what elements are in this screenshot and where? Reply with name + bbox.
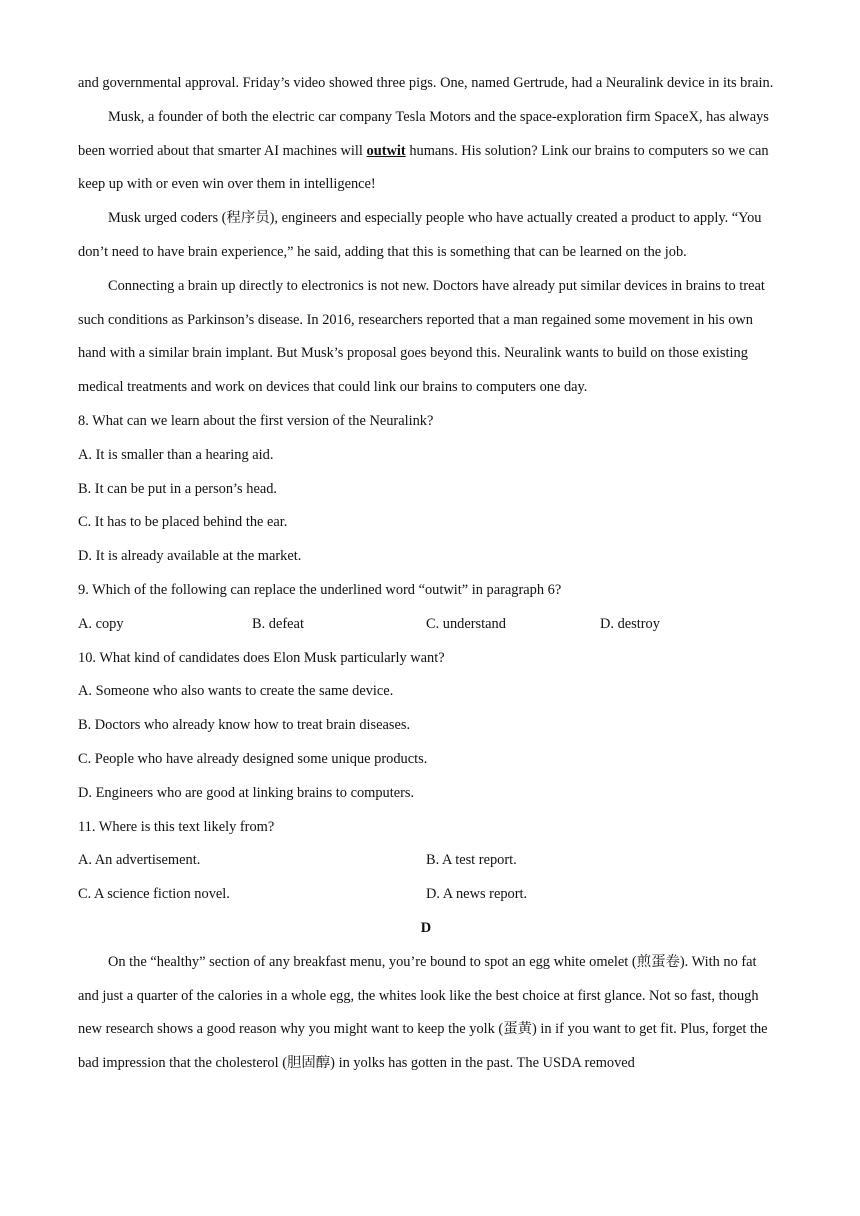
question-11-options-row-1	[78, 844, 774, 878]
question-10-option-b: B. Doctors who already know how to treat brain diseases.	[78, 717, 411, 734]
section-heading-d: D	[420, 919, 432, 936]
question-8-stem: 8. What can we learn about the first version of the Neuralink?	[78, 412, 434, 429]
question-10	[78, 642, 774, 811]
question-9	[78, 574, 774, 642]
question-8	[78, 405, 774, 574]
question-9-option-c: C. understand	[426, 615, 506, 632]
question-9-options	[78, 608, 774, 642]
paragraph-7: Musk urged coders (程序员), engineers and especially people who have actually created a product to apply. “You don’t need to have brain experience,” he said, adding that this is something that can be learned on the job.	[78, 210, 762, 260]
question-9-option-d: D. destroy	[600, 615, 660, 632]
underlined-word-outwit: outwit	[366, 142, 406, 159]
question-9-option-a: A. copy	[78, 615, 124, 632]
question-10-option-a: A. Someone who also wants to create the same device.	[78, 683, 394, 700]
question-11-option-b: B. A test report.	[426, 852, 517, 869]
question-9-stem: 9. Which of the following can replace the underlined word “outwit” in paragraph 6?	[78, 581, 562, 598]
question-11-option-c: C. A science fiction novel.	[78, 886, 230, 903]
question-11	[78, 811, 774, 912]
question-11-option-d: D. A news report.	[426, 886, 528, 903]
question-8-option-d: D. It is already available at the market.	[78, 548, 302, 565]
question-10-option-c: C. People who have already designed some unique products.	[78, 750, 428, 767]
question-10-stem: 10. What kind of candidates does Elon Musk particularly want?	[78, 649, 445, 666]
question-9-option-b: B. defeat	[252, 615, 304, 632]
paragraph-6	[78, 101, 774, 202]
question-10-option-d: D. Engineers who are good at linking brains to computers.	[78, 784, 415, 801]
passage-d-paragraph-1: On the “healthy” section of any breakfast menu, you’re bound to spot an egg white omelet (煎蛋卷). With no fat and just a quarter of the calories in a whole egg, the whites look like the best choice at first glance. Not so fast, though new research shows a good reason why you might want to keep the yolk (蛋黄) in if you want to get fit. Plus, forget the bad impression that the cholesterol (胆固醇) in yolks has gotten in the past. The USDA removed	[78, 953, 768, 1072]
question-8-option-a: A. It is smaller than a hearing aid.	[78, 446, 274, 463]
paragraph-6-start: Musk, a founder of both the electric car company Tesla Motors and the space-exploration firm SpaceX, has always been worried about that smarter AI machines will	[78, 108, 769, 159]
question-8-option-c: C. It has to be placed behind the ear.	[78, 514, 288, 531]
paragraph-6-end: humans. His solution? Link our brains to computers so we can keep up with or even win over them in intelligence!	[78, 142, 769, 193]
paragraph-8: Connecting a brain up directly to electronics is not new. Doctors have already put similar devices in brains to treat such conditions as Parkinson’s disease. In 2016, researchers reported that a man regained some movement in his own hand with a similar brain implant. But Musk’s proposal goes beyond this. Neuralink wants to build on those existing medical treatments and work on devices that could link our brains to computers one day.	[78, 277, 765, 396]
question-11-stem: 11. Where is this text likely from?	[78, 818, 275, 835]
question-11-option-a: A. An advertisement.	[78, 852, 201, 869]
question-8-option-b: B. It can be put in a person’s head.	[78, 480, 278, 497]
question-11-options-row-2	[78, 878, 774, 912]
paragraph-continuation: and governmental approval. Friday’s video showed three pigs. One, named Gertrude, had a Neuralink device in its brain.	[78, 75, 774, 91]
